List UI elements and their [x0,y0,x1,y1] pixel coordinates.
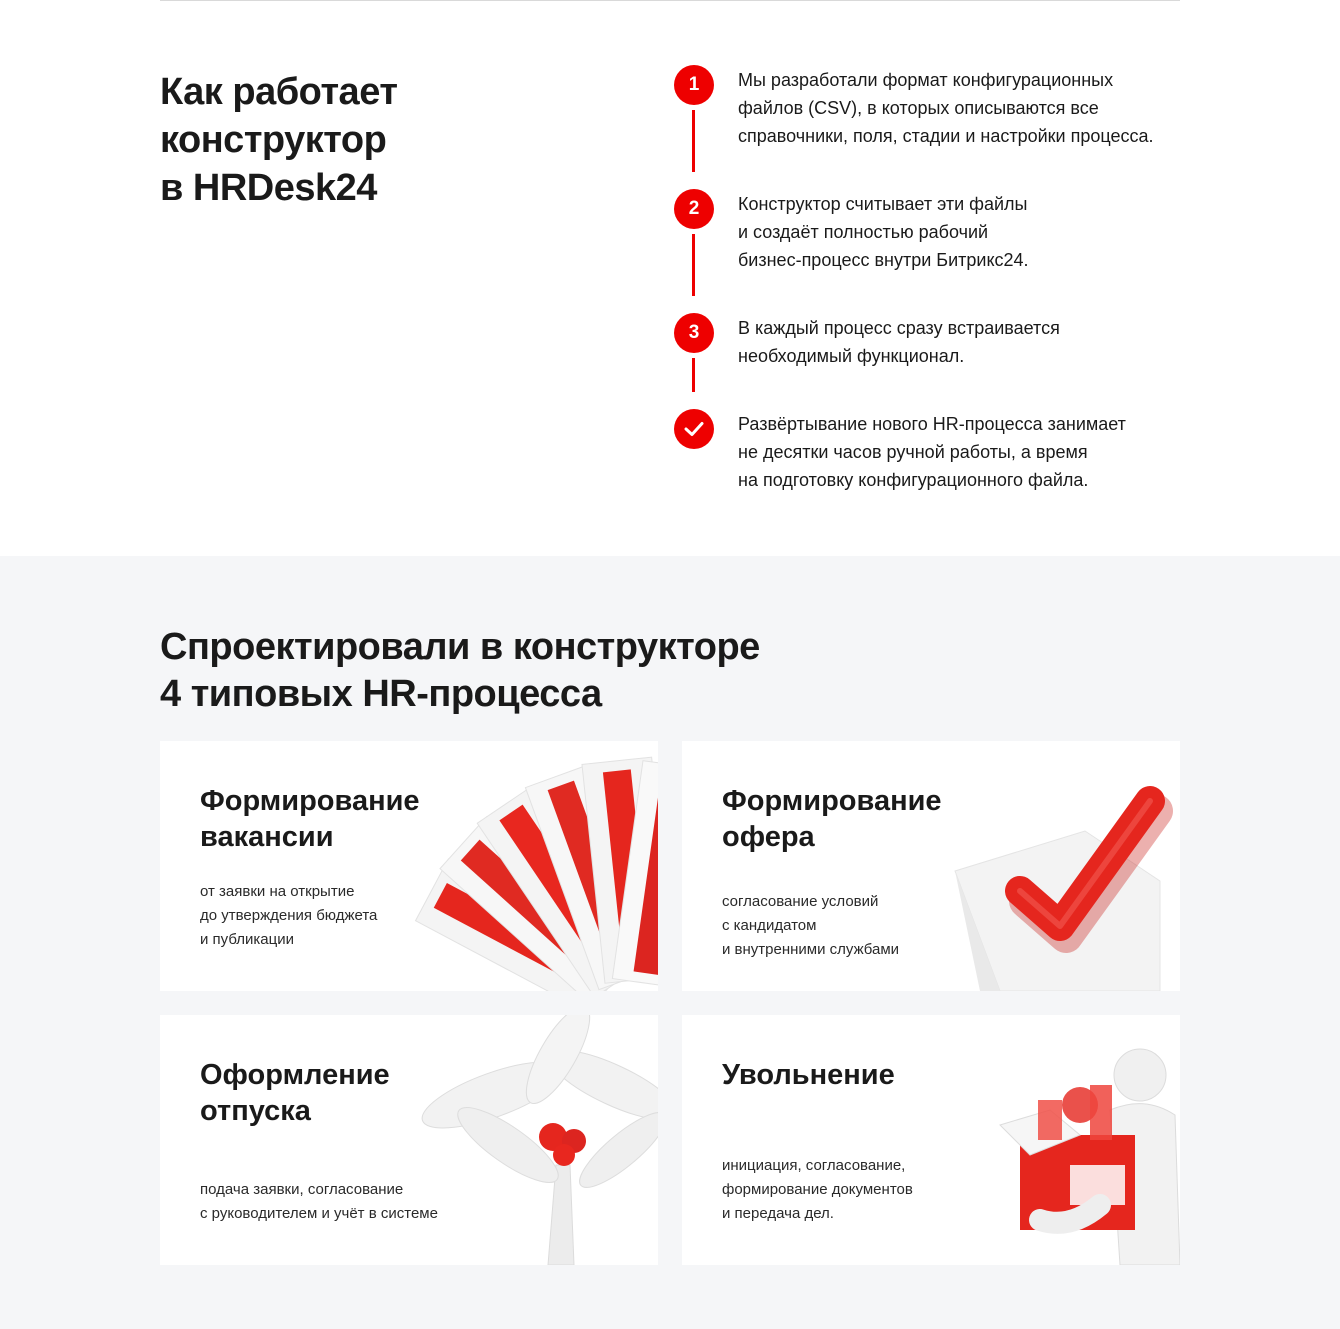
process-card-vacancy[interactable] [160,741,658,991]
how-title-line: Как работает [160,71,398,113]
step-1-badge: 1 [674,65,714,105]
step-3-badge: 3 [674,313,714,353]
step-1-text: Мы разработали формат конфигурационных файлов (CSV), в которых описываются все справочники, поля, стадии и настройки процесса. [738,70,1154,146]
how-title-line: конструктор [160,119,387,161]
how-it-works-title [160,68,580,212]
process-card-offer[interactable] [682,741,1180,991]
card-title: Увольнение [722,1059,895,1091]
top-divider [160,0,1180,1]
card-description: согласование условий с кандидатом и внутренними службами [722,893,900,958]
card-title: Формирование вакансии [200,785,420,853]
step-2-badge: 2 [674,189,714,229]
striped-cards-fan-image [398,741,658,991]
step-3-text: В каждый процесс сразу встраивается необходимый функционал. [738,318,1060,366]
checkmark-icon [684,421,704,437]
card-description: инициация, согласование, формирование документов и передача дел. [722,1157,913,1222]
processes-title: Спроектировали в конструкторе 4 типовых HR-процесса [160,626,760,715]
step-connector-line [692,110,695,172]
step-done-badge [674,409,714,449]
step-2-text: Конструктор считывает эти файлы и создаёт полностью рабочий бизнес-процесс внутри Битрикс24. [738,194,1029,270]
card-title: Оформление отпуска [200,1059,390,1127]
step-connector-line [692,358,695,392]
palm-tree-image [398,1015,658,1265]
how-title-line: в HRDesk24 [160,167,377,209]
step-connector-line [692,234,695,296]
step-4-text: Развёртывание нового HR-процесса занимает не десятки часов ручной работы, а время на подготовку конфигурационного файла. [738,414,1126,490]
process-card-vacation[interactable] [160,1015,658,1265]
card-description: подача заявки, согласование с руководителем и учёт в системе [200,1181,438,1222]
person-with-box-image [920,1015,1180,1265]
card-description: от заявки на открытие до утверждения бюджета и публикации [200,883,378,948]
card-title: Формирование офера [722,785,942,853]
process-card-dismissal[interactable] [682,1015,1180,1265]
